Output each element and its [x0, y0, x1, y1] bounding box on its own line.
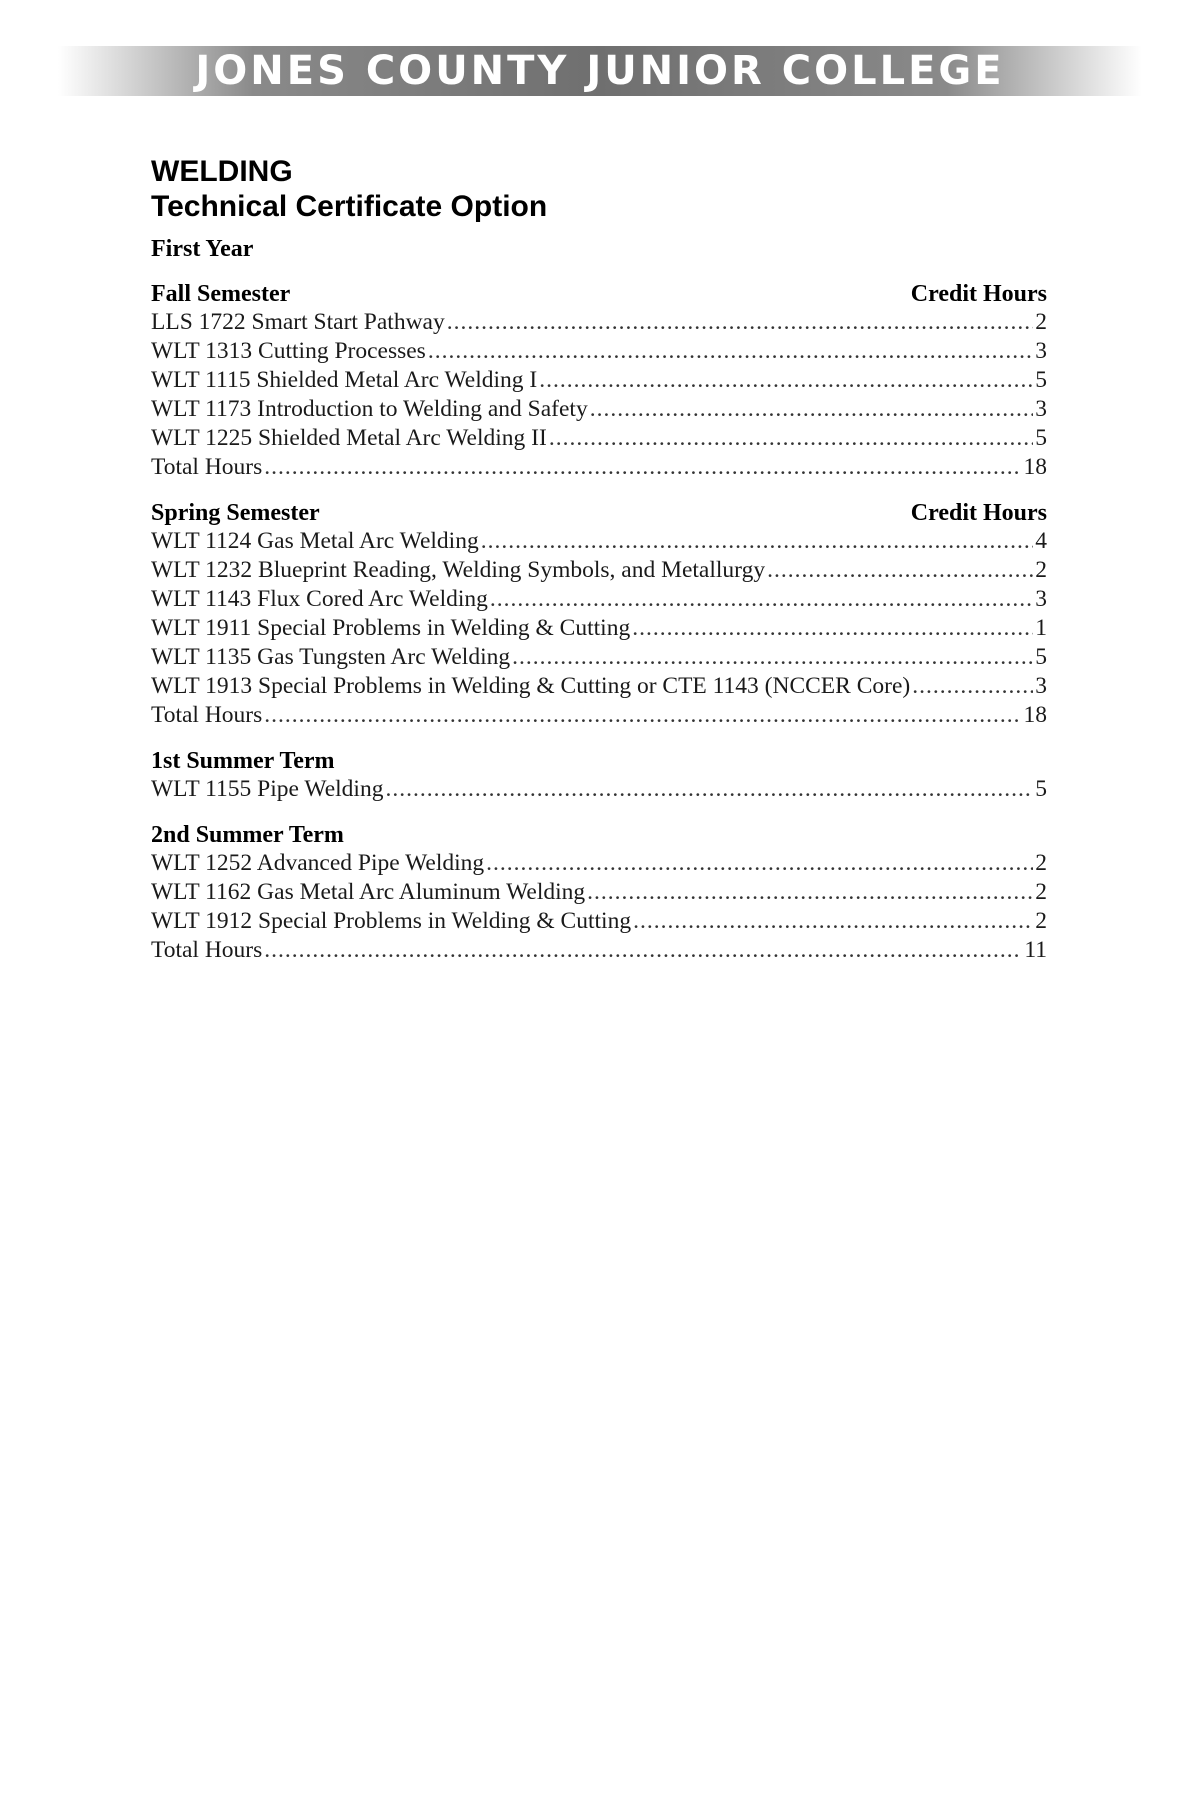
credit-hours: 2 [1035, 879, 1047, 905]
course-name: WLT 1232 Blueprint Reading, Welding Symbols, and Metallurgy [151, 557, 766, 583]
course-row [151, 672, 1047, 701]
dot-leader [539, 366, 1033, 395]
course-name: WLT 1252 Advanced Pipe Welding [151, 850, 485, 876]
course-name: WLT 1115 Shielded Metal Arc Welding I [151, 367, 538, 393]
credit-hours: 2 [1035, 309, 1047, 335]
course-name: WLT 1313 Cutting Processes [151, 338, 426, 364]
course-row [151, 308, 1047, 337]
dot-leader [590, 395, 1034, 424]
credit-hours: 5 [1035, 644, 1047, 670]
dot-leader [486, 849, 1033, 878]
credit-hours: 2 [1035, 850, 1047, 876]
course-row [151, 424, 1047, 453]
course-row [151, 614, 1047, 643]
course-row [151, 775, 1047, 804]
term-name: Spring Semester [151, 500, 320, 526]
total-hours-value: 18 [1023, 454, 1047, 480]
dot-leader [428, 337, 1033, 366]
course-name: WLT 1913 Special Problems in Welding & Cutting or CTE 1143 (NCCER Core) [151, 673, 911, 699]
course-name: WLT 1173 Introduction to Welding and Safety [151, 396, 588, 422]
dot-leader [385, 775, 1033, 804]
dot-leader [512, 643, 1033, 672]
dot-leader [447, 308, 1034, 337]
course-row [151, 556, 1047, 585]
total-hours-value: 18 [1023, 702, 1047, 728]
course-name: LLS 1722 Smart Start Pathway [151, 309, 445, 335]
college-name: JONES COUNTY JUNIOR COLLEGE [195, 48, 1005, 94]
course-name: WLT 1155 Pipe Welding [151, 776, 384, 802]
hours-heading: Credit Hours [910, 500, 1047, 526]
term-spring [151, 499, 1047, 730]
credit-hours: 2 [1035, 908, 1047, 934]
course-row [151, 907, 1047, 936]
dot-leader [264, 936, 1022, 965]
total-hours-value: 11 [1024, 937, 1047, 963]
dot-leader [264, 453, 1021, 482]
dot-leader [549, 424, 1033, 453]
dot-leader [264, 701, 1021, 730]
credit-hours: 1 [1035, 615, 1047, 641]
year-label: First Year [151, 236, 254, 262]
course-name: WLT 1911 Special Problems in Welding & Cutting [151, 615, 631, 641]
course-row [151, 849, 1047, 878]
course-name: WLT 1162 Gas Metal Arc Aluminum Welding [151, 879, 586, 905]
credit-hours: 5 [1035, 367, 1047, 393]
total-hours-row [151, 453, 1047, 482]
course-name: WLT 1135 Gas Tungsten Arc Welding [151, 644, 511, 670]
course-row [151, 366, 1047, 395]
dot-leader [912, 672, 1033, 701]
course-row [151, 337, 1047, 366]
credit-hours: 3 [1035, 673, 1047, 699]
term-header [151, 747, 1047, 775]
course-row [151, 878, 1047, 907]
credit-hours: 2 [1035, 557, 1047, 583]
term-name: 1st Summer Term [151, 748, 335, 774]
credit-hours: 4 [1035, 528, 1047, 554]
dot-leader [633, 907, 1033, 936]
course-row [151, 395, 1047, 424]
credit-hours: 3 [1035, 586, 1047, 612]
course-name: WLT 1912 Special Problems in Welding & Cutting [151, 908, 632, 934]
program-subtitle: Technical Certificate Option [151, 190, 548, 223]
dot-leader [767, 556, 1033, 585]
term-fall [151, 280, 1047, 482]
course-row [151, 643, 1047, 672]
hours-heading: Credit Hours [910, 281, 1047, 307]
total-hours-label: Total Hours [151, 454, 263, 480]
course-row [151, 527, 1047, 556]
term-header [151, 821, 1047, 849]
term-summer-2 [151, 821, 1047, 965]
term-header [151, 499, 1047, 527]
credit-hours: 3 [1035, 396, 1047, 422]
program-content [151, 155, 1047, 965]
total-hours-label: Total Hours [151, 937, 263, 963]
credit-hours: 5 [1035, 425, 1047, 451]
course-name: WLT 1225 Shielded Metal Arc Welding II [151, 425, 547, 451]
credit-hours: 5 [1035, 776, 1047, 802]
program-title: WELDING [151, 155, 293, 188]
course-name: WLT 1143 Flux Cored Arc Welding [151, 586, 488, 612]
term-name: 2nd Summer Term [151, 822, 344, 848]
dot-leader [587, 878, 1033, 907]
course-row [151, 585, 1047, 614]
total-hours-row [151, 701, 1047, 730]
page-banner [58, 46, 1142, 96]
term-summer-1 [151, 747, 1047, 804]
dot-leader [481, 527, 1034, 556]
dot-leader [490, 585, 1033, 614]
total-hours-row [151, 936, 1047, 965]
term-header [151, 280, 1047, 308]
total-hours-label: Total Hours [151, 702, 263, 728]
term-name: Fall Semester [151, 281, 291, 307]
course-name: WLT 1124 Gas Metal Arc Welding [151, 528, 479, 554]
dot-leader [632, 614, 1033, 643]
credit-hours: 3 [1035, 338, 1047, 364]
